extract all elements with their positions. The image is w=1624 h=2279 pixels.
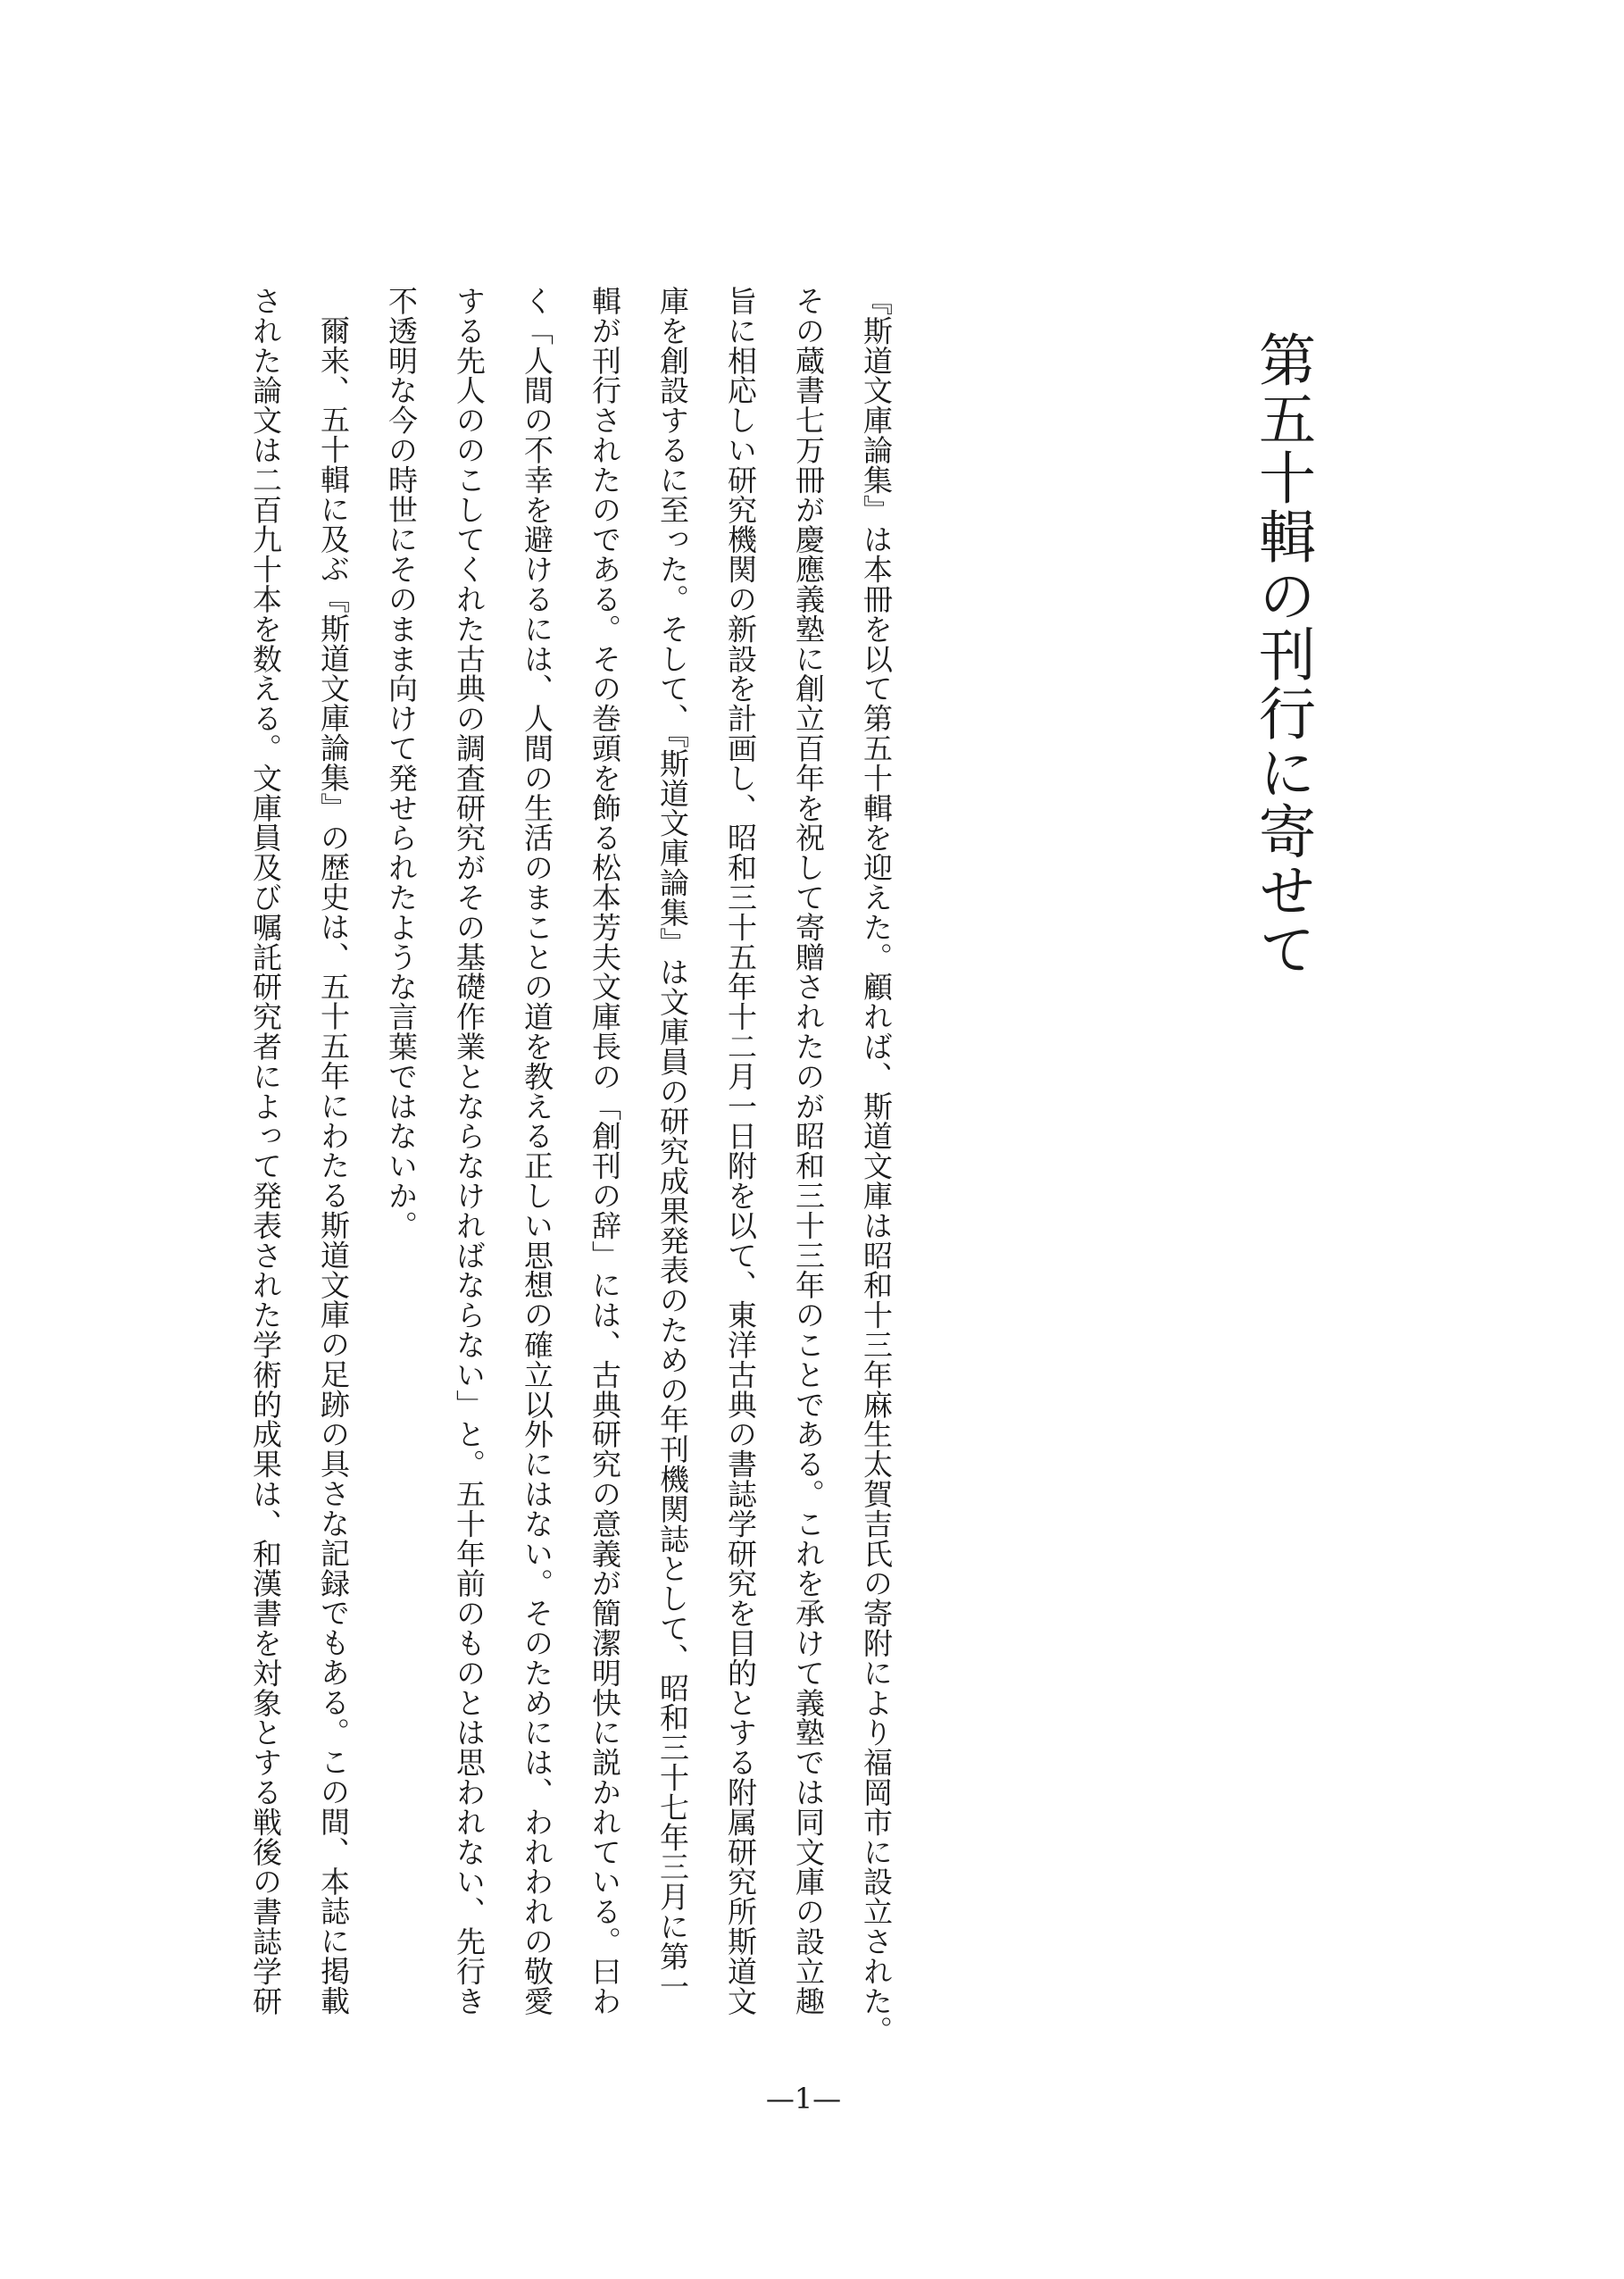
body-line: 輯が刊行されたのである。その巻頭を飾る松本芳夫文庫長の「創刊の辞」には、古典研究の意義が簡潔明快に説かれている。曰わ [587,286,622,2016]
body-line: 『斯道文庫論集』は本冊を以て第五十輯を迎えた。顧れば、斯道文庫は昭和十三年麻生太賀吉氏の寄附により福岡市に設立された。 [859,286,894,2046]
page-title: 第五十輯の刊行に寄せて [1249,330,1315,979]
body-line: された論文は二百九十本を数える。文庫員及び嘱託研究者によって発表された学術的成果は、和漢書を対象とする戦後の書誌学研 [248,286,283,2016]
body-text [231,286,910,2063]
body-line: する先人ののこしてくれた古典の調査研究がその基礎作業とならなければならない」と。五十年前のものとは思われない、先行き [452,286,487,2016]
body-line: く「人間の不幸を避けるには、人間の生活のまことの道を教える正しい思想の確立以外にはない。そのためには、われわれの敬愛 [520,286,554,2016]
body-line: 旨に相応しい研究機関の新設を計画し、昭和三十五年十二月一日附を以て、東洋古典の書誌学研究を目的とする附属研究所斯道文 [723,286,758,2016]
body-line: その蔵書七万冊が慶應義塾に創立百年を祝して寄贈されたのが昭和三十三年のことである。これを承けて義塾では同文庫の設立趣 [791,286,826,2016]
body-line: 不透明な今の時世にそのまま向けて発せられたような言葉ではないか。 [384,286,419,1240]
page-number: —1— [765,2082,842,2116]
body-line: 庫を創設するに至った。そして、『斯道文庫論集』は文庫員の研究成果発表のための年刊機関誌として、昭和三十七年三月に第一 [655,286,690,2001]
body-line-paragraph-start: 爾来、五十輯に及ぶ『斯道文庫論集』の歴史は、五十五年にわたる斯道文庫の足跡の具さな記録でもある。この間、本誌に掲載 [316,315,351,2016]
